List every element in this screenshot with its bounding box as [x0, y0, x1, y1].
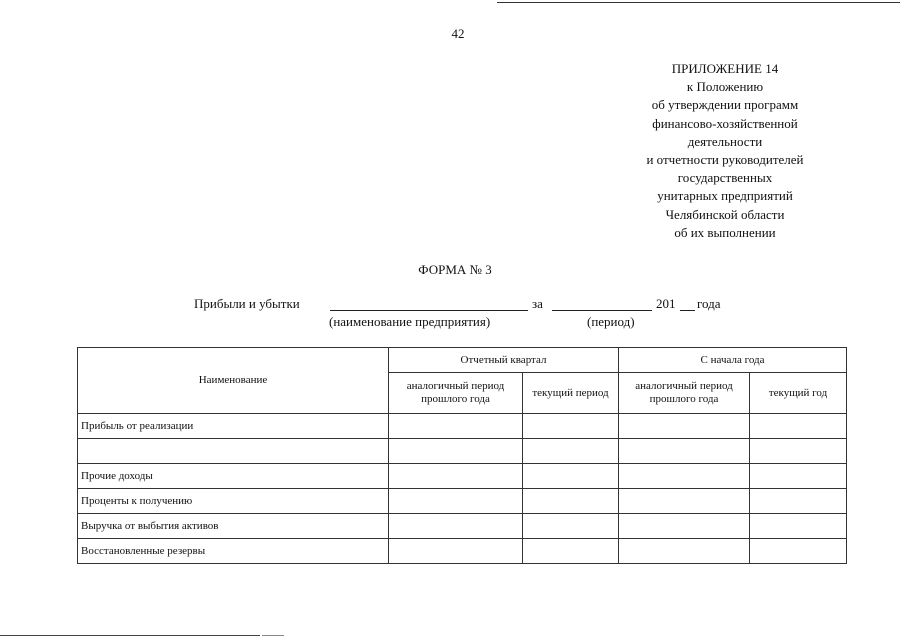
row-label: Проценты к получению [78, 489, 389, 514]
table-cell [619, 539, 750, 564]
table-cell [389, 489, 523, 514]
table-cell [619, 514, 750, 539]
appendix-line: к Положению [686, 79, 764, 95]
row-label: Восстановленные резервы [78, 539, 389, 564]
appendix-line: Челябинской области [665, 206, 785, 222]
group-header-quarter: Отчетный квартал [389, 348, 619, 373]
appendix-line: государственных [677, 170, 773, 186]
table-cell [389, 514, 523, 539]
sub-header: аналогичный период прошлого года [619, 373, 750, 414]
year-suffix: года [697, 296, 721, 311]
top-rule [497, 2, 900, 3]
table-cell [750, 439, 847, 464]
period-blank [552, 310, 652, 311]
row-label: Прибыль от реализации [78, 414, 389, 439]
table-cell [619, 464, 750, 489]
report-label: Прибыли и убытки [194, 296, 300, 311]
sub-header: аналогичный период прошлого года [389, 373, 523, 414]
form-title: ФОРМА № 3 [418, 262, 492, 277]
appendix-line: об их выполнении [674, 224, 776, 240]
table-cell [750, 514, 847, 539]
table-cell [750, 414, 847, 439]
table-cell [523, 514, 619, 539]
table-cell [523, 489, 619, 514]
za-label: за [532, 296, 543, 311]
appendix-line: деятельности [687, 133, 763, 149]
profit-loss-table [77, 347, 847, 564]
appendix-title: ПРИЛОЖЕНИЕ 14 [671, 61, 779, 76]
table-cell [750, 539, 847, 564]
table-cell [523, 439, 619, 464]
table-row [78, 489, 847, 514]
sub-header: текущий период [523, 373, 619, 414]
page-number: 42 [451, 26, 465, 41]
table-row [78, 514, 847, 539]
year-prefix: 201 [656, 296, 676, 311]
table-row [78, 414, 847, 439]
name-header: Наименование [78, 348, 389, 414]
enterprise-caption: (наименование предприятия) [329, 314, 491, 329]
year-blank [680, 310, 695, 311]
table-cell [619, 489, 750, 514]
table-cell [389, 414, 523, 439]
appendix-line: унитарных предприятий [657, 188, 793, 204]
table-cell [523, 539, 619, 564]
bottom-rule [0, 635, 260, 636]
table-cell [389, 464, 523, 489]
table-row [78, 464, 847, 489]
group-header-ytd: С начала года [619, 348, 847, 373]
table-cell [389, 439, 523, 464]
bottom-rule-fragment [262, 635, 284, 636]
table-cell [389, 539, 523, 564]
table-cell [619, 414, 750, 439]
table-cell [750, 489, 847, 514]
appendix-block [612, 60, 838, 242]
row-label: Выручка от выбытия активов [78, 514, 389, 539]
sub-header: текущий год [750, 373, 847, 414]
row-label [78, 439, 389, 464]
appendix-line: финансово-хозяйственной [652, 115, 798, 131]
table-row [78, 439, 847, 464]
period-caption: (период) [587, 314, 635, 329]
row-label: Прочие доходы [78, 464, 389, 489]
table-cell [750, 464, 847, 489]
appendix-line: об утверждении программ [651, 97, 799, 113]
enterprise-blank [330, 310, 528, 311]
table-cell [523, 464, 619, 489]
table-cell [619, 439, 750, 464]
table-row [78, 539, 847, 564]
appendix-line: и отчетности руководителей [646, 152, 804, 168]
table-cell [523, 414, 619, 439]
